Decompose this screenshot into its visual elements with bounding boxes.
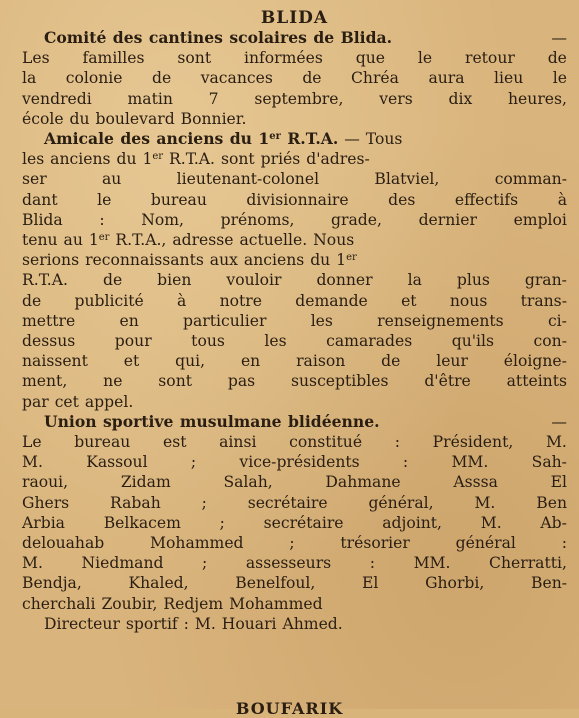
article-line: cherchali Zoubir, Redjem Mohammed (22, 594, 323, 613)
word: : (402, 453, 409, 472)
word: atteints (506, 372, 567, 391)
word: aura (428, 69, 465, 88)
word: : (394, 433, 400, 452)
word: ; (219, 513, 225, 532)
word: ci- (547, 311, 567, 330)
word: notre (219, 291, 262, 310)
word: général, (368, 493, 434, 512)
word: ; (202, 554, 208, 573)
word: Ab- (540, 513, 567, 532)
word: vouloir (226, 271, 282, 290)
word: bureau (150, 190, 207, 209)
word: tous (191, 332, 225, 351)
word: Ben- (531, 574, 567, 593)
word: adjoint, (382, 513, 443, 532)
word: colonie (65, 69, 123, 88)
word: prénoms, (220, 210, 295, 229)
word: bien (157, 271, 192, 290)
word: leur (436, 352, 468, 371)
word: la (407, 271, 422, 290)
word: Ghers (22, 493, 70, 512)
word: M. (474, 493, 496, 512)
article-line (22, 270, 567, 290)
word: dernier (418, 210, 477, 229)
word: à (176, 291, 187, 310)
word: de (22, 291, 42, 310)
word: général (455, 534, 516, 553)
word: de (152, 69, 172, 88)
word: vacances (200, 69, 273, 88)
word: les (264, 332, 287, 351)
article-line: les anciens du 1er R.T.A. sont priés d'adres- (22, 150, 370, 169)
word: ; (289, 534, 295, 553)
word: effectifs (454, 190, 519, 209)
word: naissent (22, 352, 88, 371)
word: lieu (494, 69, 524, 88)
article-line: tenu au 1er R.T.A., adresse actuelle. Nous (22, 231, 355, 250)
word: les (310, 311, 333, 330)
word: vendredi (22, 89, 92, 108)
article-title: Union sportive musulmane blidéenne. (44, 411, 380, 431)
word: au (102, 170, 122, 189)
word: particulier (183, 311, 267, 330)
word: de (381, 352, 401, 371)
word: : (369, 554, 375, 573)
word: et (123, 352, 140, 371)
article-cantines (22, 28, 567, 129)
word: Bendja, (22, 574, 82, 593)
article-line (22, 68, 567, 88)
word: qu'ils (451, 332, 495, 351)
word: Niedmand (81, 554, 164, 573)
word: El (362, 574, 379, 593)
word: Mohammed (150, 534, 244, 553)
word: retour (464, 49, 515, 68)
next-section-heading-cut: BOUFARIK (235, 699, 344, 718)
article-line: serions reconnaissants aux anciens du 1er (22, 251, 357, 270)
word: dessus (22, 332, 76, 351)
word: dant (22, 190, 58, 209)
word: informées (243, 49, 323, 68)
word: Rabah (110, 493, 161, 512)
word: est (162, 433, 187, 452)
word: Nom, (141, 210, 184, 229)
word: familles (82, 49, 145, 68)
word: publicité (74, 291, 144, 310)
article-amicale (22, 129, 567, 412)
word: pas (227, 372, 256, 391)
word: MM. (451, 453, 489, 472)
word: Arbia (22, 513, 65, 532)
article-line (22, 573, 567, 593)
article-line (22, 533, 567, 553)
word: Blatviel, (374, 170, 440, 189)
article-title: Comité des cantines scolaires de Blida. (44, 28, 393, 47)
word: lieutenant-colonel (176, 170, 320, 189)
word: Président, (432, 433, 514, 452)
word: delouahab (22, 534, 105, 553)
article-line (22, 311, 567, 331)
word: mettre (22, 311, 76, 330)
word: matin (127, 89, 173, 108)
word: vice-présidents (239, 453, 360, 472)
word: secrétaire (263, 513, 344, 532)
word: la (22, 69, 37, 88)
article-line (22, 351, 567, 371)
word: le (417, 49, 433, 68)
word: de (547, 49, 567, 68)
article-line: par cet appel. (22, 392, 134, 411)
word: Cherratti, (489, 554, 567, 573)
word: Ben (536, 493, 567, 512)
word: trans- (520, 291, 567, 310)
word: El (550, 473, 567, 492)
word: à (557, 190, 567, 209)
word: éloigne- (503, 352, 567, 371)
article-usmb (22, 412, 567, 634)
article-line (22, 331, 567, 351)
word: Benelfoul, (235, 574, 316, 593)
word: de (302, 69, 322, 88)
word: Asssa (453, 473, 498, 492)
article-line (22, 432, 567, 452)
word: 7 (208, 89, 219, 108)
word: ser (22, 170, 47, 189)
word: con- (533, 332, 567, 351)
word: divisionnaire (246, 190, 349, 209)
word: bureau (74, 433, 131, 452)
word: Sah- (531, 453, 567, 472)
word: que (355, 49, 386, 68)
article-title: Amicale des anciens du 1er R.T.A. (44, 129, 339, 149)
word: Les (22, 49, 50, 68)
word: ; (201, 493, 207, 512)
word: le (97, 190, 112, 209)
article-line: Directeur sportif : M. Houari Ahmed. (44, 614, 343, 633)
word: pour (114, 332, 152, 351)
word: des (388, 190, 416, 209)
word: camarades (326, 332, 413, 351)
word: ainsi (219, 433, 257, 452)
word: ne (103, 372, 123, 391)
word: sont (177, 49, 212, 68)
word: heures, (508, 89, 567, 108)
word: M. (545, 433, 567, 452)
word: ; (190, 453, 197, 472)
word: gran- (524, 271, 567, 290)
word: qui, (175, 352, 206, 371)
article-line (22, 190, 567, 210)
word: dix (448, 89, 473, 108)
word: assesseurs (245, 554, 332, 573)
word: d'être (424, 372, 471, 391)
article-line (22, 169, 567, 189)
article-line: école du boulevard Bonnier. (22, 109, 247, 128)
word: raoui, (22, 473, 69, 492)
article-line: Union sportive musulmane blidéenne. — (44, 411, 567, 431)
article-line (22, 493, 567, 513)
word: de (102, 271, 123, 290)
word: M. (22, 453, 43, 472)
word: en (240, 352, 261, 371)
word: M. (22, 554, 43, 573)
word: : (561, 534, 567, 553)
word: trésorier (340, 534, 410, 553)
word: comman- (494, 170, 567, 189)
word: Salah, (223, 473, 273, 492)
article-line (22, 553, 567, 573)
article-line: Amicale des anciens du 1er R.T.A. — Tous (44, 129, 403, 149)
word: renseignements (377, 311, 504, 330)
word: Belkacem (103, 513, 181, 532)
word: Kassoul (86, 453, 148, 472)
article-line (22, 513, 567, 533)
word: plus (456, 271, 490, 290)
article-line (22, 472, 567, 492)
word: en (119, 311, 139, 330)
word: susceptibles (291, 372, 389, 391)
word: Chréa (351, 69, 399, 88)
article-line (22, 48, 567, 68)
article-line (22, 89, 567, 109)
article-line (22, 371, 567, 391)
word: Dahmane (325, 473, 401, 492)
article-line: Comité des cantines scolaires de Blida. — (44, 28, 567, 47)
article-line (22, 452, 567, 472)
word: : (99, 210, 105, 229)
word: grade, (331, 210, 382, 229)
article-line (22, 291, 567, 311)
word: et (401, 291, 417, 310)
word: MM. (413, 554, 451, 573)
word: emploi (513, 210, 567, 229)
word: septembre, (254, 89, 344, 108)
word: nous (449, 291, 488, 310)
section-heading: BLIDA (260, 8, 329, 28)
word: secrétaire (247, 493, 328, 512)
article-line (22, 210, 567, 230)
word: le (552, 69, 567, 88)
word: R.T.A. (22, 271, 68, 290)
word: Blida (22, 210, 63, 229)
word: raison (296, 352, 346, 371)
word: donner (316, 271, 373, 290)
word: Ghorbi, (425, 574, 485, 593)
word: Zidam (120, 473, 171, 492)
word: M. (480, 513, 502, 532)
word: ment, (22, 372, 68, 391)
word: sont (158, 372, 192, 391)
word: demande (295, 291, 368, 310)
word: Khaled, (128, 574, 189, 593)
word: constitué (289, 433, 363, 452)
word: Le (22, 433, 42, 452)
word: vers (379, 89, 413, 108)
